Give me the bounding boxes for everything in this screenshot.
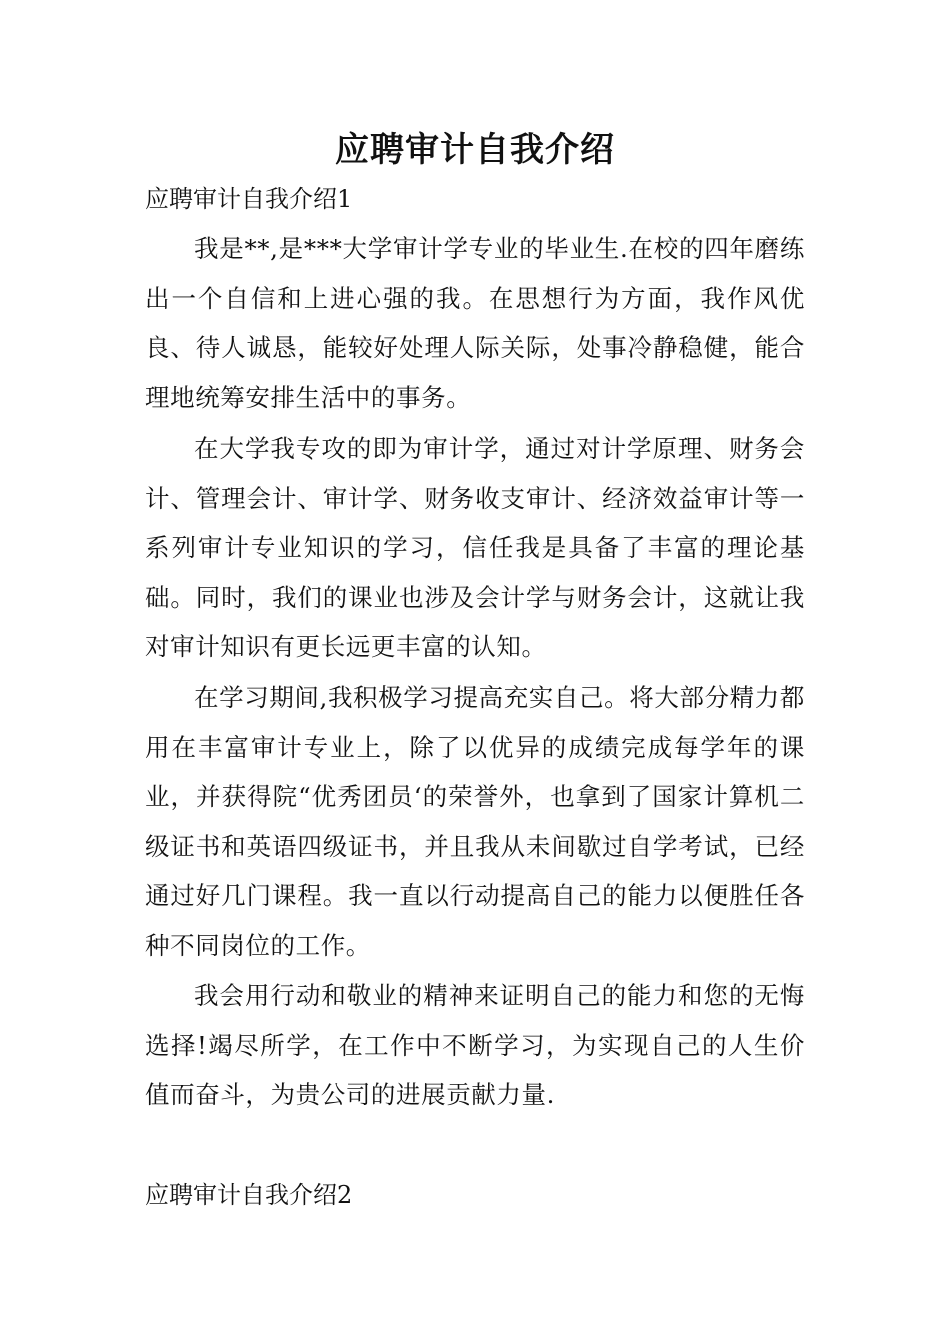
- section-heading-2: 应聘审计自我介绍2: [145, 1181, 353, 1209]
- paragraph-3: 在学习期间,我积极学习提高充实自己。将大部分精力都用在丰富审计专业上，除了以优异的成绩完成每学年的课业，并获得院“优秀团员‘的荣誉外，也拿到了国家计算机二级证书和英语四级证书，并且我从未间歇过自学考试，已经通过好几门课程。我一直以行动提高自己的能力以便胜任各种不同岗位的工作。: [145, 683, 805, 960]
- paragraph-1: 我是**,是***大学审计学专业的毕业生.在校的四年磨练出一个自信和上进心强的我。在思想行为方面，我作风优良、待人诚恳，能较好处理人际关际，处事冷静稳健，能合理地统筹安排生活中的事务。: [145, 234, 805, 412]
- paragraph-2: 在大学我专攻的即为审计学，通过对计学原理、财务会计、管理会计、审计学、财务收支审计、经济效益审计等一系列审计专业知识的学习，信任我是具备了丰富的理论基础。同时，我们的课业也涉及会计学与财务会计，这就让我对审计知识有更长远更丰富的认知。: [145, 434, 805, 661]
- section-heading-1: 应聘审计自我介绍1: [145, 185, 353, 213]
- document-title: 应聘审计自我介绍: [335, 130, 615, 170]
- paragraph-4: 我会用行动和敬业的精神来证明自己的能力和您的无悔选择!竭尽所学，在工作中不断学习，为实现自己的人生价值而奋斗，为贵公司的进展贡献力量.: [145, 981, 805, 1109]
